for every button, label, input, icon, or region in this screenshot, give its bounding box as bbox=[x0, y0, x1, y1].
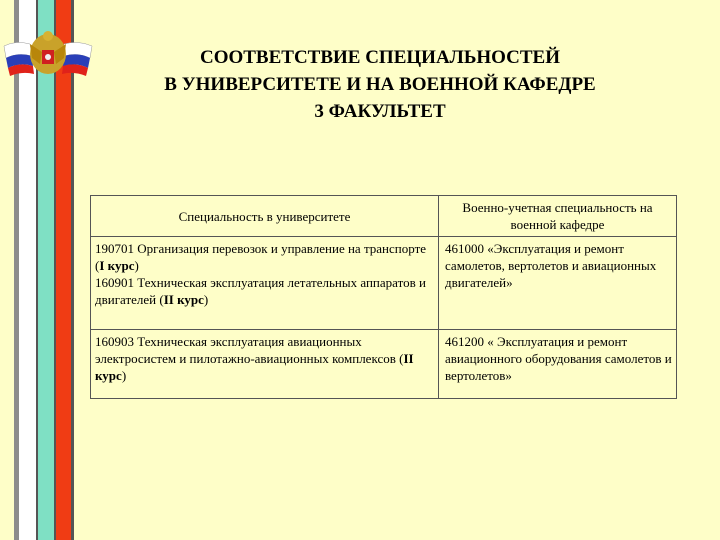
header-military: Военно-учетная специальность на военной кафедре bbox=[439, 196, 677, 237]
specialty-text: 160901 Техническая эксплуатация летательных аппаратов и двигателей ( bbox=[95, 275, 426, 307]
specialty-text: ) bbox=[121, 368, 127, 383]
stripe-divider bbox=[71, 0, 74, 540]
stripe-red bbox=[56, 0, 71, 540]
table-header-row bbox=[91, 196, 677, 237]
course-label: II курс bbox=[95, 351, 414, 383]
russian-flag-eagle-emblem-icon bbox=[2, 28, 94, 78]
course-label: II курс bbox=[163, 292, 204, 307]
page-title bbox=[100, 44, 660, 125]
title-line-3: 3 ФАКУЛЬТЕТ bbox=[314, 101, 446, 122]
cell-military: 461200 « Эксплуатация и ремонт авиационного оборудования самолетов и вертолетов» bbox=[439, 330, 677, 399]
stripe-teal bbox=[38, 0, 54, 540]
specialty-text: 190701 Организация перевозок и управление на транспорте ( bbox=[95, 241, 427, 273]
header-university: Специальность в университете bbox=[91, 196, 439, 237]
specialty-text: 160903 Техническая эксплуатация авиационных электросистем и пилотажно-авиационных комплексов ( bbox=[95, 334, 404, 366]
table-row bbox=[91, 330, 677, 399]
decorative-stripes bbox=[0, 0, 80, 540]
table-row bbox=[91, 237, 677, 330]
stripe-white bbox=[19, 0, 37, 540]
title-line-1: СООТВЕТСТВИЕ СПЕЦИАЛЬНОСТЕЙ bbox=[199, 47, 561, 68]
cell-military: 461000 «Эксплуатация и ремонт самолетов, вертолетов и авиационных двигателей» bbox=[439, 237, 677, 330]
specialties-table bbox=[90, 195, 677, 399]
specialty-text: ) bbox=[134, 258, 139, 273]
cell-university bbox=[91, 330, 439, 399]
specialty-text: ) bbox=[203, 292, 209, 307]
cell-university bbox=[91, 237, 439, 330]
title-line-2: В УНИВЕРСИТЕТЕ И НА ВОЕННОЙ КАФЕДРЕ bbox=[164, 74, 596, 95]
course-label: I курс bbox=[99, 258, 135, 273]
